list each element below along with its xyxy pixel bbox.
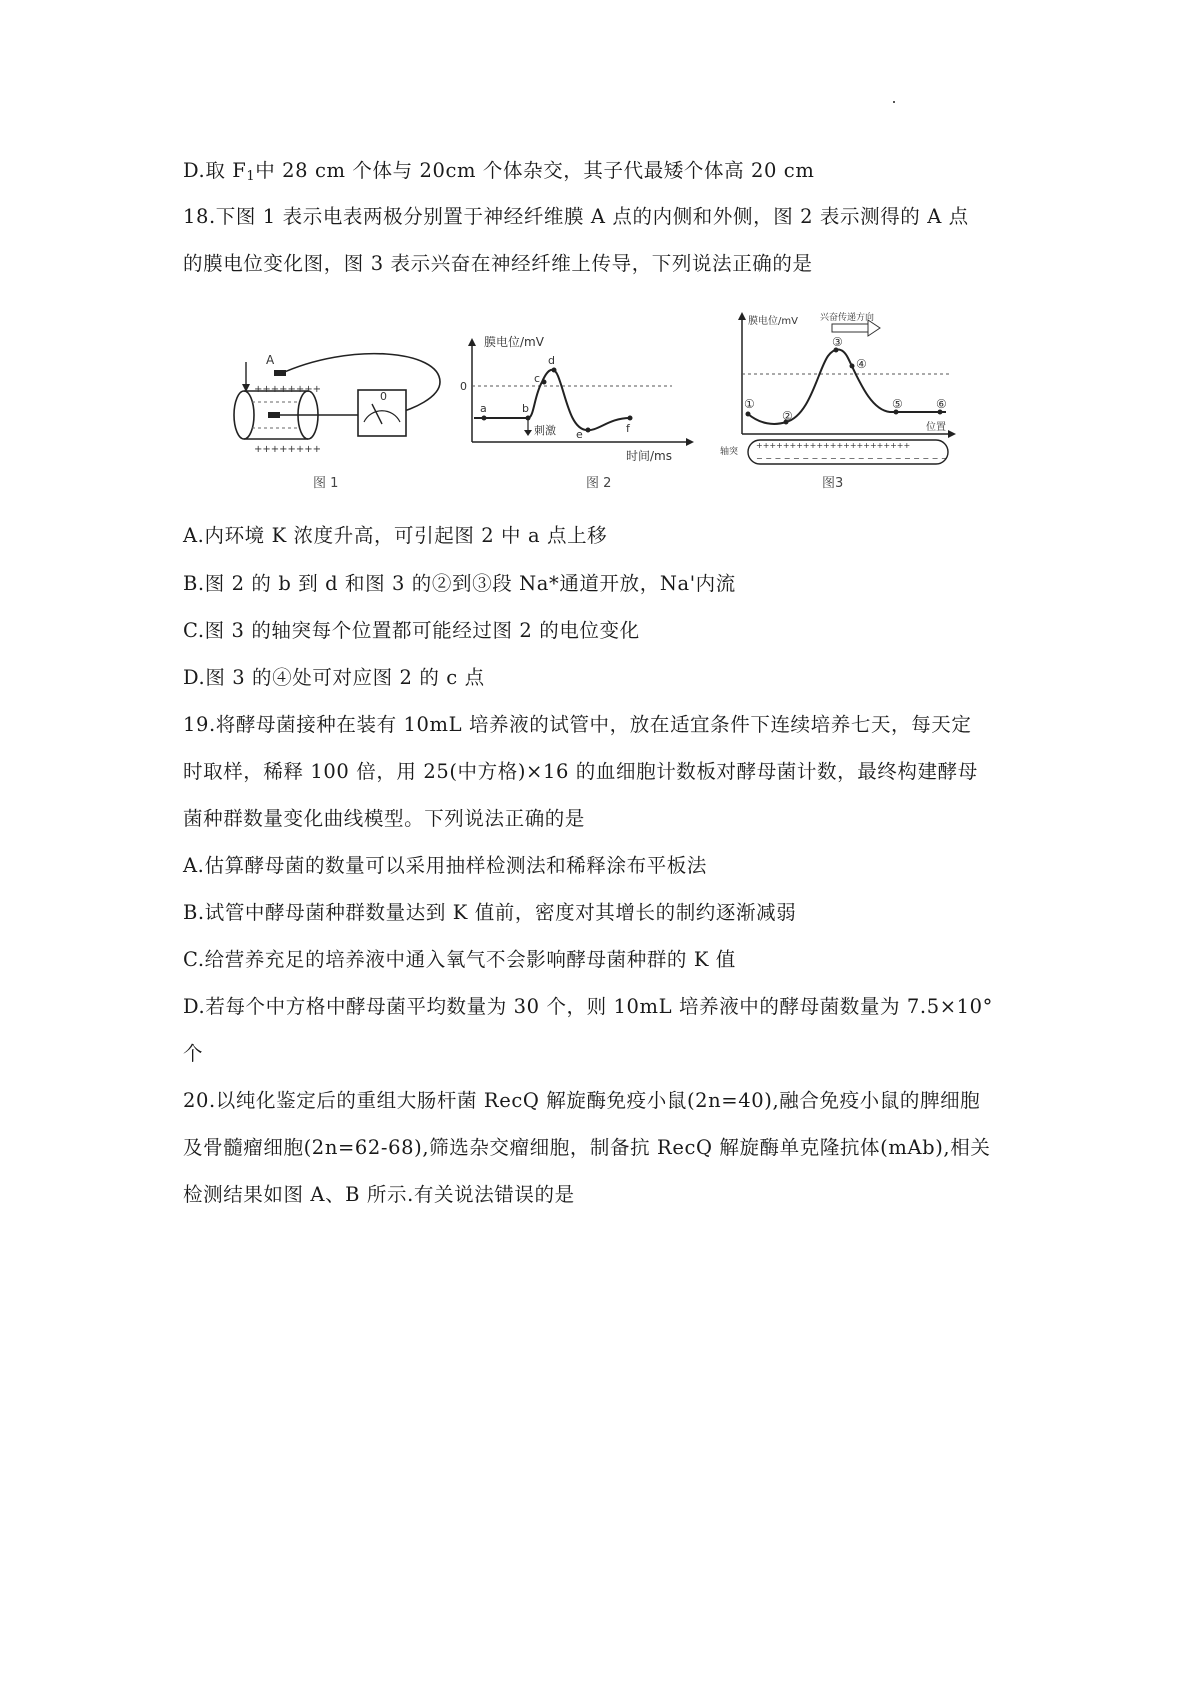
membrane-plus-top: ++++++++ xyxy=(254,384,322,395)
fig2-ylabel: 膜电位/mV xyxy=(484,335,544,349)
figure-2-caption: 图 2 xyxy=(586,476,612,491)
fig3-mark-4: ④ xyxy=(856,357,867,371)
fig3-mark-1: ① xyxy=(744,397,755,411)
q19-option-d-line1: D.若每个中方格中酵母菌平均数量为 30 个，则 10mL 培养液中的酵母菌数量为 7.5×10° xyxy=(183,995,994,1018)
fig2-point-c: c xyxy=(534,372,541,385)
q19-option-a: A.估算酵母菌的数量可以采用抽样检测法和稀释涂布平板法 xyxy=(183,854,707,877)
fig2-point-e: e xyxy=(576,428,583,441)
fig3-mark-3: ③ xyxy=(832,335,843,349)
figure-2 xyxy=(458,334,698,468)
figure-3 xyxy=(720,310,970,474)
q18-stem-line2: 的膜电位变化图，图 3 表示兴奋在神经纤维上传导，下列说法正确的是 xyxy=(183,252,813,275)
q19-stem-line3: 菌种群数量变化曲线模型。下列说法正确的是 xyxy=(183,807,586,830)
fig2-point-b: b xyxy=(522,402,529,415)
q20-stem-line3: 检测结果如图 A、B 所示.有关说法错误的是 xyxy=(183,1183,575,1206)
q20-stem-line1: 20.以纯化鉴定后的重组大肠杆菌 RecQ 解旋酶免疫小鼠(2n=40),融合免疫小鼠的脾细胞 xyxy=(183,1089,981,1112)
q20-stem-line2: 及骨髓瘤细胞(2n=62-68),筛选杂交瘤细胞，制备抗 RecQ 解旋酶单克隆抗体(mAb),相关 xyxy=(183,1136,991,1159)
fig2-xlabel: 时间/ms xyxy=(626,449,672,463)
q18-stem-line1: 18.下图 1 表示电表两极分别置于神经纤维膜 A 点的内侧和外侧，图 2 表示测得的 A 点 xyxy=(183,205,969,228)
fig2-point-d: d xyxy=(548,354,555,367)
fig3-mark-2: ② xyxy=(782,409,793,423)
q19-stem-line1: 19.将酵母菌接种在装有 10mL 培养液的试管中，放在适宜条件下连续培养七天，每天定 xyxy=(183,713,972,736)
membrane-plus-bottom: ++++++++ xyxy=(254,444,322,455)
figure-1-caption: 图 1 xyxy=(313,476,339,491)
q19-option-c: C.给营养充足的培养液中通入氧气不会影响酵母菌种群的 K 值 xyxy=(183,948,736,971)
figure-3-caption: 图3 xyxy=(822,476,844,491)
fig2-stimulus: 刺激 xyxy=(534,424,556,437)
meter-zero-label: 0 xyxy=(380,390,387,403)
fig2-zero: 0 xyxy=(460,380,467,393)
q19-option-d-line2: 个 xyxy=(183,1042,204,1065)
fig2-point-a: a xyxy=(480,402,487,415)
figure-1 xyxy=(230,340,450,464)
fig3-xlabel: 位置 xyxy=(926,422,946,433)
q19-option-b: B.试管中酵母菌种群数量达到 K 值前，密度对其增长的制约逐渐减弱 xyxy=(183,901,797,924)
q17-option-d: D.取 $F_1$中 28 cm 个体与 20cm 个体杂交，其子代最矮个体高 20 cm xyxy=(183,159,815,184)
fig3-axon-label: 轴突 xyxy=(720,447,739,457)
q18-option-c: C.图 3 的轴突每个位置都可能经过图 2 的电位变化 xyxy=(183,619,640,642)
q18-option-a: A.内环境 K 浓度升高，可引起图 2 中 a 点上移 xyxy=(183,524,608,547)
fig3-axon-plus: +++++++++++++++++++++++ xyxy=(756,441,911,450)
fig3-direction: 兴奋传递方向 xyxy=(820,313,875,323)
fig3-mark-5: ⑤ xyxy=(892,397,903,411)
fig3-mark-6: ⑥ xyxy=(936,397,947,411)
scan-speck xyxy=(893,101,895,103)
fig3-axon-minus: − − − − − − − − − − − − − − − − − − − − − xyxy=(756,454,948,463)
point-a-label: A xyxy=(266,353,275,367)
q18-option-d: D.图 3 的④处可对应图 2 的 c 点 xyxy=(183,666,485,689)
fig3-ylabel: 膜电位/mV xyxy=(748,316,798,327)
fig2-point-f: f xyxy=(626,422,630,435)
q18-option-b: B.图 2 的 b 到 d 和图 3 的②到③段 Na*通道开放，Na'内流 xyxy=(183,572,736,595)
q19-stem-line2: 时取样，稀释 100 倍，用 25(中方格)×16 的血细胞计数板对酵母菌计数，最终构建酵母 xyxy=(183,760,978,783)
